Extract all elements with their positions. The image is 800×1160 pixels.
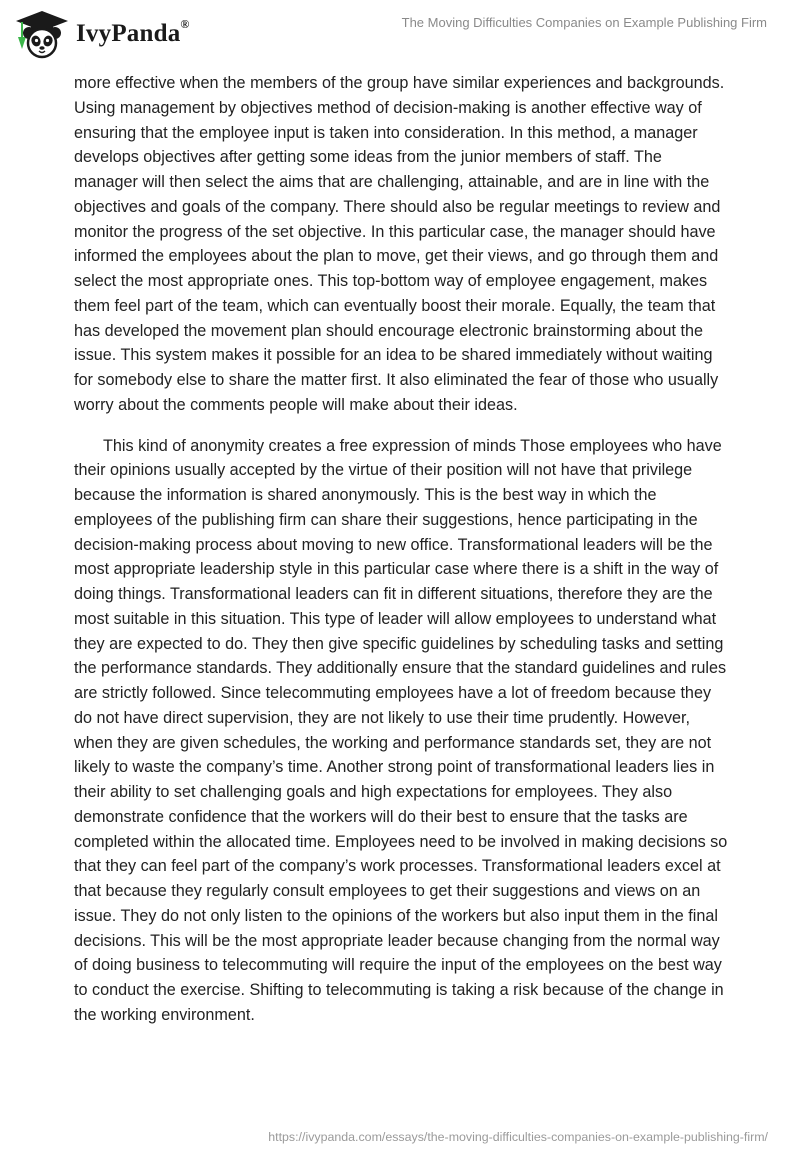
paragraph-1: more effective when the members of the group have similar experiences and backgrounds. Using management by objectives method of decision-making is another effective way of ensuring that the employee input is taken into consideration. In this method, a manager develops objectives after getting some ideas from the junior members of staff. The manager will then select the aims that are challenging, attainable, and are in line with the objectives and goals of the company. There should also be regular meetings to review and monitor the progress of the set objective. In this particular case, the manager should have informed the employees about the plan to move, get their views, and go through them and select the most appropriate ones. This top-bottom way of employee engagement, makes them feel part of the team, which can eventually boost their morale. Equally, the team that has developed the movement plan should encourage electronic brainstorming about the issue. This system makes it possible for an idea to be shared immediately without waiting for somebody else to share the matter first. It also eliminated the fear of those who usually worry about the comments people will make about their ideas. [74,74,725,414]
document-title: The Moving Difficulties Companies on Example Publishing Firm [401,15,767,30]
page-header [0,0,800,70]
brand-name [76,16,190,48]
footer-url[interactable]: https://ivypanda.com/essays/the-moving-difficulties-companies-on-example-publishing-firm/ [268,1130,768,1144]
essay-body [74,71,730,1028]
registered-mark: ® [180,16,190,31]
ivypanda-logo[interactable] [14,8,190,60]
panda-graduation-cap-icon [14,9,70,59]
brand-name-text: IvyPanda [76,20,181,47]
paragraph-2: This kind of anonymity creates a free expression of minds Those employees who have their opinions usually accepted by the virtue of their position will not have that privilege because the information is shared anonymously. This is the best way in which the employees of the publishing firm can share their suggestions, hence participating in the decision-making process about moving to new office. Transformational leaders will be the most appropriate leadership style in this particular case where there is a shift in the way of doing things. Transformational leaders can fit in different situations, therefore they are the most suitable in this situation. This type of leader will allow employees to understand what they are expected to do. They then give specific guidelines by scheduling tasks and setting the performance standards. They additionally ensure that the standard guidelines and rules are strictly followed. Since telecommuting employees have a lot of freedom because they do not have direct supervision, they are not likely to use their time prudently. However, when they are given schedules, the working and performance standards set, they are not likely to waste the company’s time. Another strong point of transformational leaders lies in their ability to set challenging goals and high expectations for employees. They also demonstrate confidence that the workers will do their best to ensure that the tasks are completed within the allocated time. Employees need to be involved in making decisions so that they can feel part of the company’s work processes. Transformational leaders excel at that because they regularly consult employees to get their suggestions and views on an issue. They do not only listen to the opinions of the workers but also input them in the final decisions. This will be the most appropriate leader because changing from the normal way of doing business to telecommuting will require the input of the employees on the best way to conduct the exercise. Shifting to telecommuting is taking a risk because of the change in the working environment. [74,436,728,1024]
